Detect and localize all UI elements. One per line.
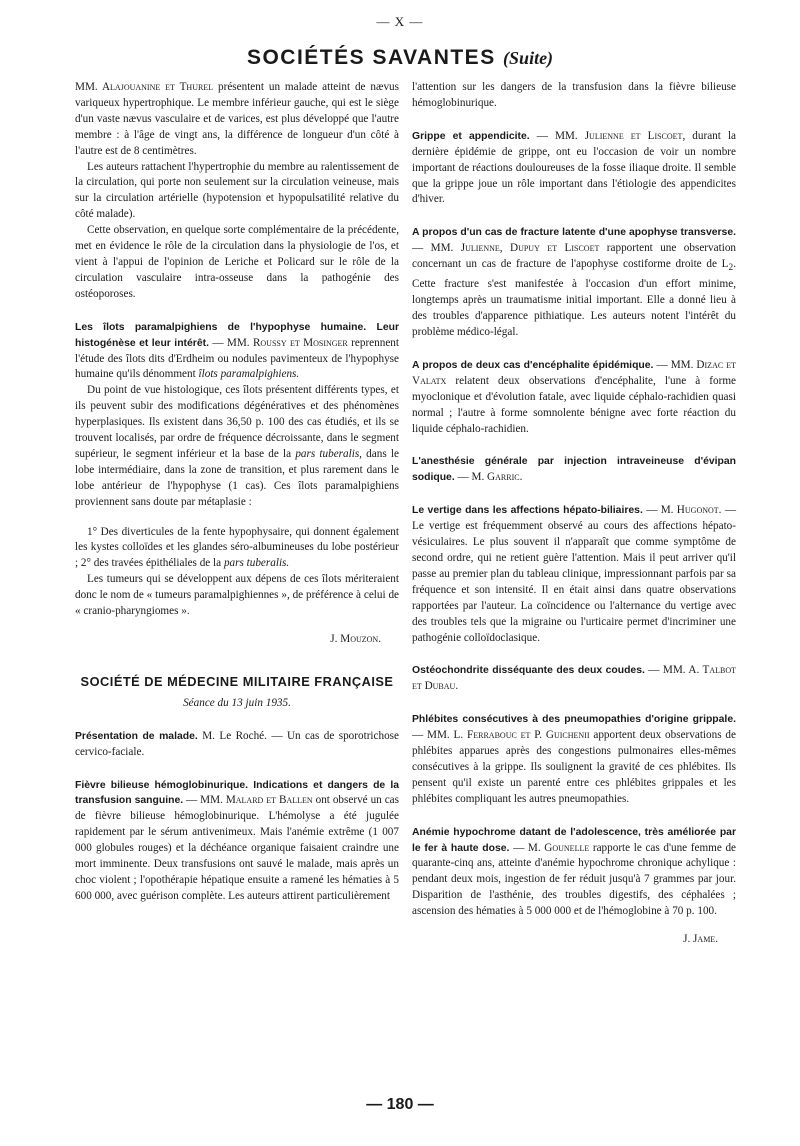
article-title: Présentation de malade. (75, 730, 198, 742)
page-header (0, 46, 800, 70)
article-title: Ostéochondrite disséquante des deux coudes. (412, 665, 645, 677)
paragraph (75, 729, 399, 761)
page-number-bottom: — 180 — (366, 1096, 434, 1113)
article-authors: — MM. Julienne et Liscoet, (529, 129, 686, 142)
article-anesthesie (412, 454, 736, 486)
article-title: Les îlots paramalpighiens de l'hypophyse humaine. Leur histogénèse et leur intérêt. (75, 321, 399, 349)
article-authors: — MM. Roussy et Mosinger (208, 336, 348, 349)
article-authors: — MM. Malard et Ballen (183, 794, 313, 807)
paragraph (412, 129, 736, 209)
header-suite: (Suite) (503, 48, 554, 68)
article-text: reprennent l'étude des îlots dits d'Erdheim ou nodules pavimenteux de l'hypophyse humaine qu'ils dénomment (75, 336, 399, 381)
article-text: . Cette fracture s'est manifestée à l'occasion d'un effort minime, longtemps après un traumatisme initial important. Elle a donné lieu à des troubles d'apparence pithiatique. Les auteurs notent l'intérêt du problème médico-légal. (412, 258, 736, 339)
article-text: relatent deux observations d'encéphalite, l'une à forme myoclonique et d'évolution fatale, avec liquide céphalo-rachidien quasi normal ; l'autre à forme somnolente bénigne avec forte réaction du liquide céphalo-rachidien. (412, 374, 736, 435)
session-date: Séance du 13 juin 1935. (183, 696, 291, 709)
paragraph (75, 525, 399, 573)
article-text: M. Le Roché. — Un cas de sporotrichose cervico-faciale. (75, 729, 399, 758)
article-italic: pars tuberalis, (295, 447, 362, 460)
paragraph (412, 454, 736, 486)
right-column (412, 80, 736, 948)
article-text: rapporte le cas d'une femme de quarante-cinq ans, atteinte d'anémie hypochrome chronique achylique : pendant deux mois, ingestion de fer réduit jusqu'à 7 grammes par jour. Disparition de l'asthénie, des troubles digestifs, des céphalées ; ascension des hématies à 5 000 000 et de l'hémoglobine à 70 p. 100. (412, 841, 737, 918)
article-osteochondrite (412, 663, 736, 695)
page-number-top: — X — (376, 14, 424, 29)
paragraph: l'attention sur les dangers de la transfusion dans la fièvre bilieuse hémoglobinurique. (412, 81, 736, 109)
paragraph: Cette observation, en quelque sorte complémentaire de la précédente, met en évidence le rôle de la circulation dans la physiologie de l'os, et vient à l'appui de l'opinion de Leriche et Policard sur le rôle de la circulation vasculaire intra-osseuse dans la pathogénie des ostéoporoses. (75, 224, 399, 300)
article-fievre (75, 778, 399, 905)
article-text: — Le vertige est fréquemment observé au cours des affections hépato-vésiculaires. Le plus souvent il n'apparaît que comme symptôme de second ordre, qui ne retient guère l'attention. Mais il peut arriver qu'il passe au premier plan du tableau clinique, impressionnant parfois par sa fréquence et son intensité. Il en était ainsi dans quatre observations rapportées par l'auteur. La coïncidence ou l'alternance du vertige avec des troubles tels que la migraine ou l'urticaire permet d'incriminer une pathogénie colloïdoclasique. (412, 504, 737, 644)
paragraph: Les tumeurs qui se développent aux dépens de ces îlots mériteraient donc le nom de « tumeurs paramalpighiennes », de préférence à celui de « cranio-pharyngiomes ». (75, 573, 399, 618)
article-authors: — MM. Julienne, Dupuy et Liscoet (412, 242, 600, 255)
article-authors: MM. Alajouanine et Thurel (75, 81, 214, 93)
article-presentation (75, 729, 399, 761)
paragraph (412, 503, 736, 646)
article-title: Fièvre bilieuse hémoglobinurique. Indications et dangers de la transfusion sanguine. (75, 779, 399, 807)
article-authors: — MM. L. Ferrabouc et P. Guichenii (412, 729, 590, 742)
article-authors: — M. Hugonot. (642, 504, 722, 517)
article-title: Grippe et appendicite. (412, 130, 530, 142)
header-title: SOCIÉTÉS SAVANTES (246, 46, 496, 69)
signature: J. Mouzon. (330, 633, 381, 645)
article-alajouanine (75, 80, 399, 303)
article-title: A propos de deux cas d'encéphalite épidémique. (412, 359, 654, 371)
article-text: rapportent une observation concernant un cas de fracture de l'apophyse costiforme droite de L (412, 242, 736, 271)
article-italic: îlots paramalpighiens. (198, 368, 300, 381)
left-column (75, 80, 399, 905)
paragraph (75, 80, 399, 160)
article-grippe (412, 129, 736, 209)
article-title: Le vertige dans les affections hépato-biliaires. (412, 505, 643, 517)
paragraph (412, 663, 736, 695)
article-authors: — M. Garric. (454, 471, 523, 484)
paragraph (412, 358, 736, 438)
article-authors: — MM. Dizac et Valatx (412, 358, 736, 387)
article-fracture (412, 225, 736, 341)
subscript: 2 (728, 263, 734, 274)
article-anemie (412, 825, 736, 948)
article-text: Du point de vue histologique, ces îlots présentent différents types, et ils peuvent subir des modifications dégénératives et des phénomènes hyperplasiques. Ils existent dans 36,50 p. 100 des cas étudiés, et ils se trouvent localisés, par ordre de fréquence décroissante, dans le segment supérieur, le segment inférieur et la base de la (75, 384, 399, 460)
paragraph (412, 225, 736, 341)
article-text: 1° Des diverticules de la fente hypophysaire, qui donnent également les kystes colloïdes et les glandes séro-albumineuses du lobe postérieur ; 2° des travées épithéliales de la (75, 525, 399, 570)
article-italic: pars tuberalis. (223, 557, 290, 570)
paragraph: Les auteurs rattachent l'hypertrophie du membre au ralentissement de la circulation, qui porte non seulement sur la circulation veineuse, mais sur la circulation artérielle (hypotension et hypopulsatilité relative du côté malade). (75, 160, 399, 221)
paragraph (412, 712, 736, 807)
article-title: A propos d'un cas de fracture latente d'une apophyse transverse. (412, 227, 736, 239)
article-text: ont observé un cas de fièvre bilieuse hémoglobinurique. L'hémolyse a été jugulée rapidement par le sérum antivenimeux. Mais l'anémie extrême (1 007 000 globules rouges) et la déchéance organique faisaient craindre une mort imminente. Deux transfusions ont sauvé le malade, mais après un choc violent ; l'opothérapie hépatique ensuite a ramené les hématies à 5 600 000, avec guérison complète. Les auteurs attirent particulièrement (75, 794, 399, 902)
paragraph (75, 320, 399, 384)
article-ilots (75, 320, 399, 648)
paragraph (75, 383, 399, 510)
article-title: Phlébites consécutives à des pneumopathies d'origine grippale. (412, 714, 736, 726)
article-text: apportent deux observations de phlébites apparues après des congestions pulmonaires elles-mêmes consécutives à la grippe. Ils soulignent la gravité de ces phlébites. Ils pensent qu'il existe un parenté entre ces phlébites grippales et les phlébites compliquant les autres pneumopathies. (412, 729, 736, 805)
article-text: dans le lobe intermédiaire, dans la zone de transition, et plus rarement dans le lobe antérieur de l'hypophyse (1 cas). Ces îlots paramalpighiens proviennent sans doute par métaplasie : (75, 447, 399, 508)
section-title: SOCIÉTÉ DE MÉDECINE MILITAIRE FRANÇAISE (80, 673, 394, 689)
signature: J. Jame. (683, 933, 718, 946)
article-text: présentent un malade atteint de nævus variqueux hypertrophique. Le membre inférieur gauche, qui est le siège d'un vaste nævus vasculaire et de varices, est plus développé que l'autre membre : à l'âge de vingt ans, la différence de longueur d'un côté à l'autre est de 8 centimètres. (75, 81, 400, 157)
article-phlebites (412, 712, 736, 807)
article-vertige (412, 503, 736, 646)
paragraph (75, 778, 399, 905)
article-authors: — M. Gounelle (509, 841, 590, 854)
article-text: durant la dernière épidémie de grippe, ont eu l'occasion de voir un nombre important de réactions douloureuses de la fosse iliaque droite. Il semble que la grippe joue un rôle important dans l'étiologie des appendicites d'hiver. (412, 129, 737, 206)
article-authors: — MM. A. Talbot et Dubau. (412, 664, 736, 693)
paragraph (412, 825, 736, 920)
article-encephalite (412, 358, 736, 438)
article-title: L'anesthésie générale par injection intraveineuse d'évipan sodique. (412, 456, 736, 484)
article-title: Anémie hypochrome datant de l'adolescence, très améliorée par le fer à haute dose. (412, 826, 736, 854)
